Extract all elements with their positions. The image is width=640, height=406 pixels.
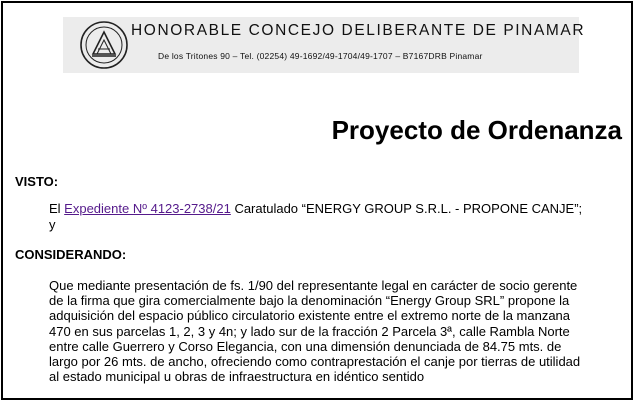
visto-prefix: El	[49, 201, 65, 216]
visto-heading: VISTO:	[15, 174, 59, 189]
considerando-heading: CONSIDERANDO:	[15, 247, 127, 262]
considerando-line: entre calle Guerrero y Corso Elegancia, con una dimensión denunciada de 84.75 mts. de	[49, 338, 562, 354]
council-address: De los Tritones 90 – Tel. (02254) 49-1692/49-1704/49-1707 – B7167DRB Pinamar	[158, 51, 483, 61]
considerando-line: largo por 26 mts. de ancho, ofreciendo como contraprestación el canje por tierras de utilidad	[49, 354, 581, 370]
visto-paragraph	[49, 201, 629, 232]
council-seal-icon	[79, 20, 129, 70]
council-name: HONORABLE CONCEJO DELIBERANTE DE PINAMAR	[131, 22, 586, 39]
considerando-line: al estado municipal u obras de infraestructura en idéntico sentido	[49, 369, 425, 385]
considerando-paragraph	[49, 278, 629, 384]
considerando-line: adquisición del espacio público circulatorio existente entre el extremo norte de la manzana	[49, 308, 571, 324]
document-title: Proyecto de Ordenanza	[331, 115, 622, 145]
considerando-line: 470 en sus parcelas 1, 2, 3 y 4n; y lado sur de la fracción 2 Parcela 3ª, calle Rambla Norte	[49, 323, 570, 339]
considerando-line: Que mediante presentación de fs. 1/90 del representante legal en carácter de socio gerente	[49, 278, 578, 293]
expediente-link[interactable]: Expediente Nº 4123-2738/21	[64, 201, 231, 216]
document-frame	[1, 1, 633, 400]
letterhead	[63, 17, 586, 73]
visto-caratula: Caratulado “ENERGY GROUP S.R.L. - PROPONE CANJE”;	[230, 201, 583, 216]
visto-conjunction: y	[49, 216, 56, 232]
considerando-line: de la firma que gira comercialmente bajo la denominación “Energy Group SRL” propone la	[49, 293, 570, 309]
